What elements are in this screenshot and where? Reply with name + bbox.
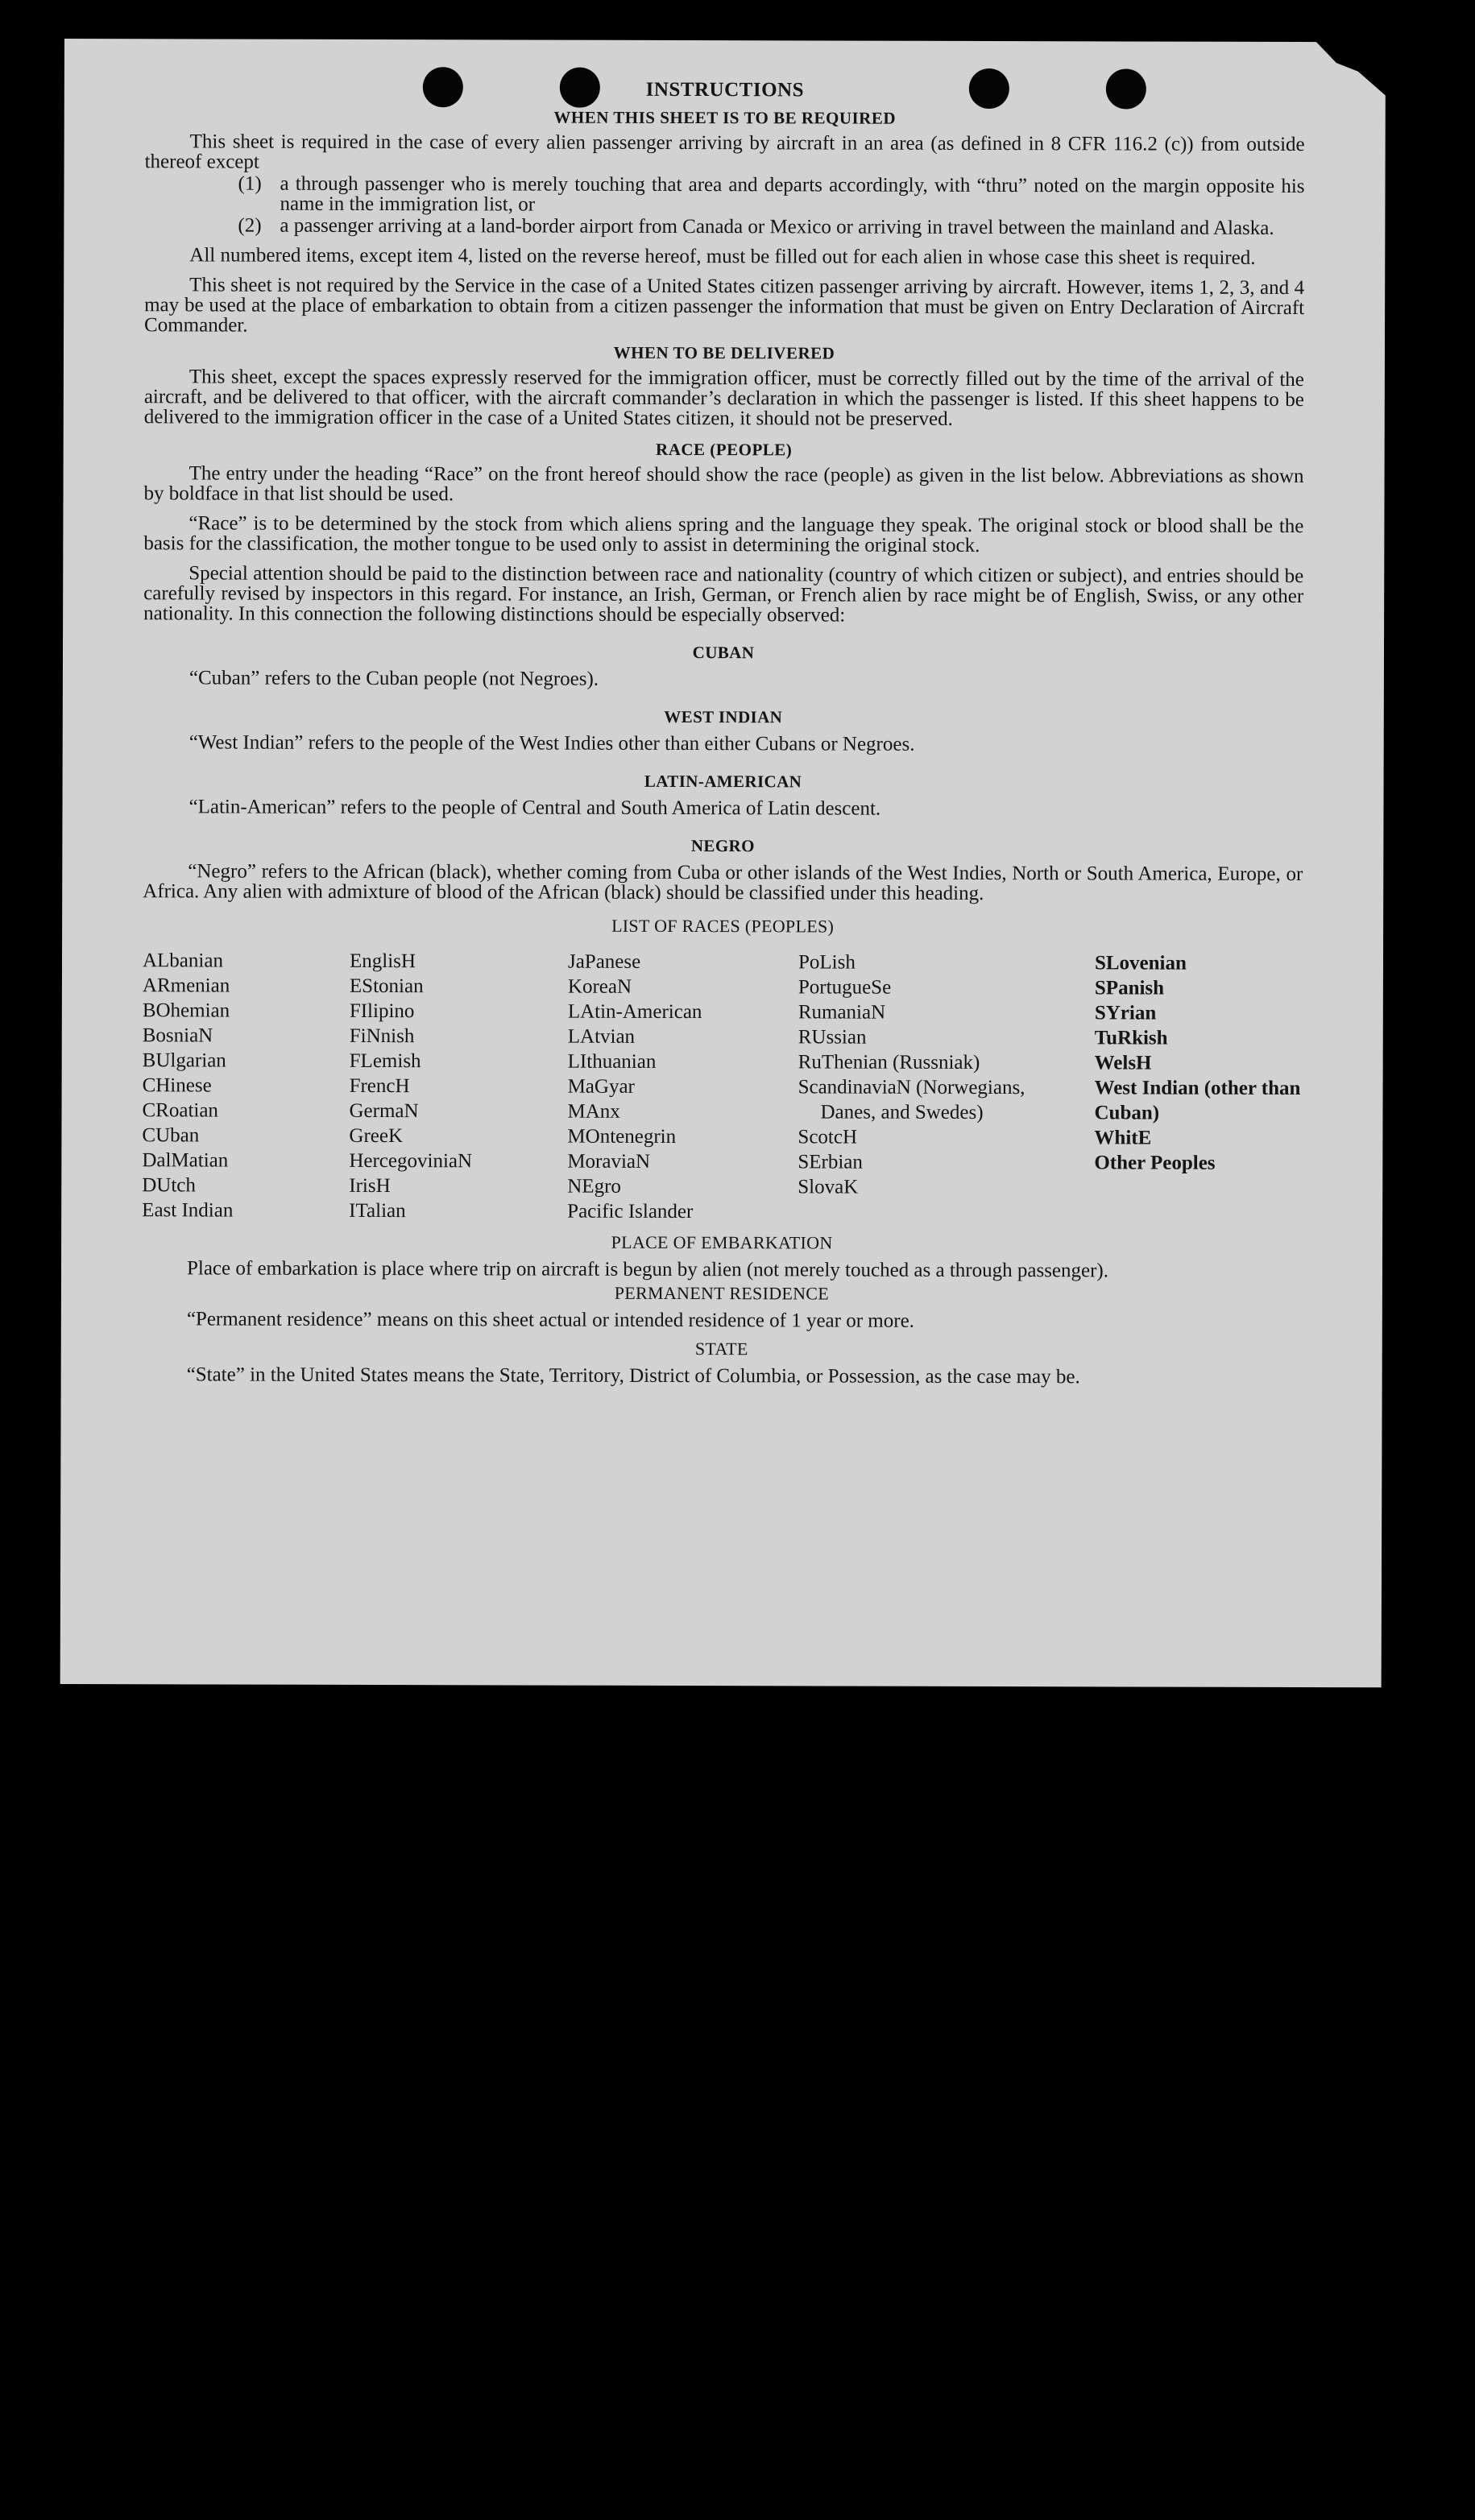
list-item: ARmenian bbox=[142, 974, 230, 997]
list-item: HercegoviniaN bbox=[349, 1149, 473, 1173]
list-item: SPanish bbox=[1094, 977, 1165, 999]
section-title: PLACE OF EMBARKATION bbox=[611, 1231, 833, 1253]
list-item: NEgro bbox=[567, 1175, 621, 1198]
list-item: LIthuanian bbox=[567, 1050, 657, 1073]
section-title: PERMANENT RESIDENCE bbox=[614, 1282, 830, 1304]
list-item: FIlipino bbox=[349, 999, 415, 1023]
list-item: WhitE bbox=[1094, 1127, 1152, 1149]
list-item: CUban bbox=[142, 1124, 200, 1147]
list-item: LAtin-American bbox=[567, 1000, 702, 1024]
races-column bbox=[1094, 950, 1303, 1226]
page-title: INSTRUCTIONS bbox=[645, 78, 805, 101]
paragraph: All numbered items, except item 4, listed on the reverse hereof, must be filled out for each alien in whose case this sheet is required. bbox=[189, 244, 1256, 269]
torn-corner bbox=[1315, 40, 1387, 97]
subsection-title: NEGRO bbox=[690, 836, 755, 856]
document-sheet bbox=[60, 39, 1386, 1687]
punch-hole bbox=[423, 67, 463, 107]
list-item: FrencH bbox=[349, 1074, 410, 1098]
list-item: JaPanese bbox=[567, 950, 641, 973]
races-column bbox=[142, 948, 350, 1223]
list-item: RuThenian (Russniak) bbox=[798, 1051, 980, 1074]
paragraph: Special attention should be paid to the distinction between race and nationality (country of which citizen or subject), and entries should be carefully revised by inspectors in this regard. For instance, an Irish, German, or French alien by race might be of English, Swiss, or any other nationality. In this connection the following distinctions should be especially observed: bbox=[143, 562, 1304, 627]
paragraph: “Cuban” refers to the Cuban people (not Negroes). bbox=[189, 667, 599, 690]
list-item: DUtch bbox=[142, 1174, 196, 1197]
races-column bbox=[349, 949, 568, 1224]
subsection-title: WEST INDIAN bbox=[664, 706, 783, 727]
list-item: CHinese bbox=[142, 1074, 212, 1097]
section-title: RACE (PEOPLE) bbox=[656, 439, 793, 460]
list-item: LAtvian bbox=[567, 1025, 636, 1048]
list-item: BUlgarian bbox=[142, 1049, 226, 1072]
list-item: RUssian bbox=[798, 1026, 867, 1049]
list-item: MaGyar bbox=[567, 1075, 635, 1098]
list-item: GermaN bbox=[349, 1099, 419, 1123]
list-item: EStonian bbox=[349, 974, 424, 998]
subsection-title: LATIN-AMERICAN bbox=[644, 771, 802, 792]
section-title: LIST OF RACES (PEOPLES) bbox=[611, 915, 835, 937]
list-item: KoreaN bbox=[567, 975, 632, 998]
list-item: WelsH bbox=[1094, 1052, 1152, 1074]
paragraph: “State” in the United States means the State, Territory, District of Columbia, or Possession, as the case may be. bbox=[186, 1363, 1080, 1388]
list-item: (2) a passenger arriving at a land-border airport from Canada or Mexico or arriving in travel between the mainland and Alaska. bbox=[238, 214, 1274, 239]
list-item: ScandinaviaN (Norwegians, Danes, and Swedes) bbox=[798, 1076, 1025, 1123]
section-title: STATE bbox=[694, 1339, 748, 1359]
list-item: PoLish bbox=[798, 951, 856, 974]
list-item: ScotcH bbox=[798, 1126, 858, 1148]
paragraph: This sheet is required in the case of every alien passenger arriving by aircraft in an area (as defined in 8 CFR 116.2 (c)) from outside thereof except bbox=[144, 130, 1305, 173]
list-item: EnglisH bbox=[349, 950, 416, 973]
paragraph: “Race” is to be determined by the stock from which aliens spring and the language they speak. The original stock or blood shall be the basis for the classification, the mother tongue to be used only to assist in determining the original stock. bbox=[143, 512, 1304, 557]
list-item: ITalian bbox=[349, 1199, 406, 1223]
list-item: DalMatian bbox=[142, 1149, 229, 1172]
paragraph: The entry under the heading “Race” on the front hereof should show the race (people) as given in the list below. Abbreviations as shown by boldface in that list should be used. bbox=[143, 462, 1304, 506]
races-column bbox=[567, 950, 798, 1225]
paragraph: “West Indian” refers to the people of the West Indies other than either Cubans or Negroes. bbox=[189, 731, 915, 755]
list-item: FLemish bbox=[349, 1049, 421, 1073]
list-item: IrisH bbox=[349, 1174, 391, 1198]
list-item: Pacific Islander bbox=[567, 1200, 694, 1223]
subsection-title: CUBAN bbox=[692, 643, 755, 663]
list-item: (1) a through passenger who is merely touching that area and departs accordingly, with “thru” noted on the margin opposite his name in the immigration list, or bbox=[238, 172, 1305, 216]
list-item: SlovaK bbox=[798, 1176, 859, 1198]
paragraph: “Negro” refers to the African (black), whether coming from Cuba or other islands of the West Indies, North or South America, Europe, or Africa. Any alien with admixture of blood of the African (black) should be classified under this heading. bbox=[143, 860, 1303, 904]
paragraph: Place of embarkation is place where trip on aircraft is begun by alien (not merely touched as a through passenger). bbox=[186, 1257, 1109, 1282]
list-item: West Indian (other than Cuban) bbox=[1094, 1077, 1301, 1124]
list-item: BOhemian bbox=[142, 999, 230, 1022]
list-item: East Indian bbox=[142, 1199, 234, 1222]
list-item: MAnx bbox=[567, 1100, 620, 1123]
list-item: MOntenegrin bbox=[567, 1125, 677, 1148]
list-item: BosniaN bbox=[142, 1024, 213, 1047]
section-title: WHEN TO BE DELIVERED bbox=[613, 342, 835, 363]
paragraph: This sheet, except the spaces expressly reserved for the immigration officer, must be correctly filled out by the time of the arrival of the aircraft, and be delivered to that officer, with the aircraft commander’s declaration in which the passenger is listed. If this sheet happens to be delivered to the immigration officer in the case of a United States citizen, it should not be preserved. bbox=[143, 366, 1304, 430]
paragraph: This sheet is not required by the Service in the case of a United States citizen passenger arriving by aircraft. However, items 1, 2, 3, and 4 may be used at the place of embarkation to obtain from a citizen passenger the information that must be given on Entry Declaration of Aircraft Commander. bbox=[144, 274, 1305, 337]
list-item: TuRkish bbox=[1094, 1027, 1168, 1049]
list-item: RumaniaN bbox=[798, 1001, 886, 1024]
list-item: FiNnish bbox=[349, 1024, 415, 1048]
section-title: WHEN THIS SHEET IS TO BE REQUIRED bbox=[553, 107, 897, 128]
list-item: CRoatian bbox=[142, 1099, 218, 1122]
list-item: MoraviaN bbox=[567, 1150, 651, 1173]
races-column bbox=[798, 950, 1095, 1225]
list-item: GreeK bbox=[349, 1124, 404, 1148]
races-list bbox=[142, 948, 1303, 1226]
punch-hole bbox=[969, 68, 1009, 109]
punch-hole bbox=[1106, 68, 1146, 109]
list-item: SYrian bbox=[1094, 1002, 1157, 1024]
list-item: ALbanian bbox=[142, 950, 224, 972]
paragraph: “Latin-American” refers to the people of Central and South America of Latin descent. bbox=[189, 796, 881, 820]
list-item: Other Peoples bbox=[1094, 1152, 1216, 1174]
paragraph: “Permanent residence” means on this sheet actual or intended residence of 1 year or more. bbox=[186, 1308, 914, 1332]
punch-hole bbox=[560, 68, 600, 108]
list-item: PortugueSe bbox=[798, 976, 892, 999]
list-item: SLovenian bbox=[1094, 952, 1187, 974]
list-item: SErbian bbox=[798, 1151, 863, 1173]
